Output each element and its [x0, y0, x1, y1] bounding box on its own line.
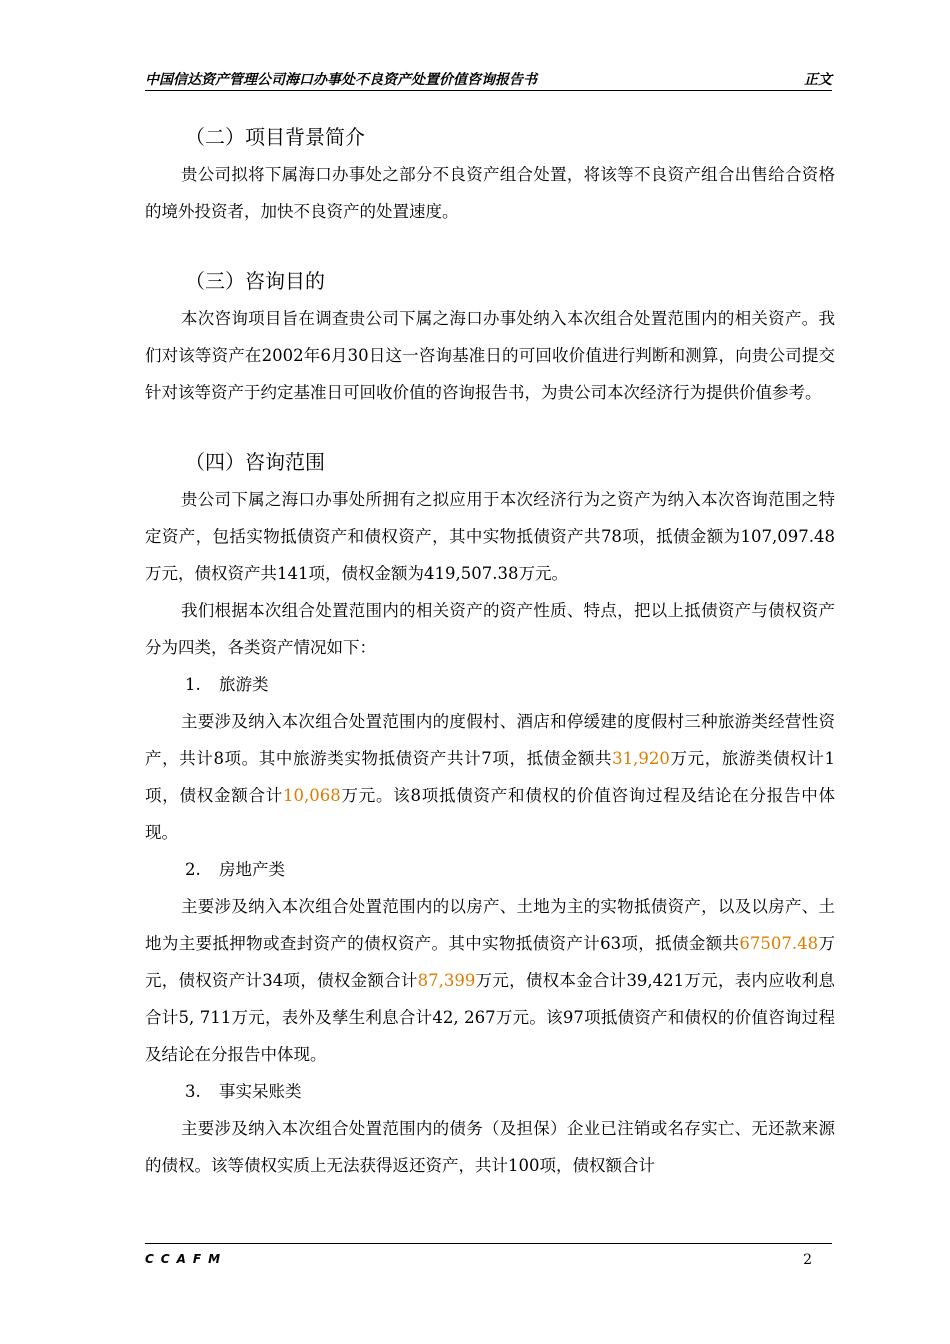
highlighted-value: 31,920	[612, 749, 670, 768]
document-body	[145, 118, 835, 1184]
paragraph: 我们根据本次组合处置范围内的相关资产的资产性质、特点，把以上抵债资产与债权资产分为四类，各类资产情况如下：	[145, 601, 835, 657]
paragraph: 主要涉及纳入本次组合处置范围内的度假村、酒店和停缓建的度假村三种旅游类经营性资产，共计8项。其中旅游类实物抵债资产共计7项，抵债金额共31,920万元，旅游类债权计1项，债权金额合计10,068万元。该8项抵债资产和债权的价值咨询过程及结论在分报告中体现。	[145, 712, 836, 842]
paragraph: 主要涉及纳入本次组合处置范围内的以房产、土地为主的实物抵债资产，以及以房产、土地为主要抵押物或查封资产的债权资产。其中实物抵债资产计63项，抵债金额共67507.48万元，债权资产计34项，债权金额合计87,399万元，债权本金合计39,421万元，表内应收利息合计5, 711万元，表外及孳生利息合计42, 267万元。该97项抵债资产和债权的价值咨询过程及结论在分报告中体现。	[145, 897, 836, 1064]
highlighted-value: 67507.48	[739, 934, 819, 953]
paragraph: 贵公司拟将下属海口办事处之部分不良资产组合处置，将该等不良资产组合出售给合资格的境外投资者，加快不良资产的处置速度。	[145, 165, 835, 221]
list-label: 旅游类	[219, 675, 269, 694]
list-number: 2.	[185, 860, 201, 879]
page-number: 2	[803, 1252, 812, 1268]
page-header	[145, 66, 832, 91]
highlighted-value: 87,399	[417, 971, 476, 990]
highlighted-value: 10,068	[283, 786, 341, 805]
list-number: 3.	[185, 1082, 201, 1101]
footer-org: CCAFM	[145, 1252, 228, 1266]
list-label: 房地产类	[219, 860, 285, 879]
list-label: 事实呆账类	[219, 1082, 302, 1101]
paragraph: 贵公司下属之海口办事处所拥有之拟应用于本次经济行为之资产为纳入本次咨询范围之特定资产，包括实物抵债资产和债权资产，其中实物抵债资产共78项，抵债金额为107,097.48万元，债权资产共141项，债权金额为419,507.38万元。	[145, 490, 835, 583]
section-heading-background: （二）项目背景简介	[185, 125, 365, 149]
header-title: 中国信达资产管理公司海口办事处不良资产处置价值咨询报告书	[145, 72, 537, 88]
section-heading-scope: （四）咨询范围	[185, 450, 325, 474]
header-section-label: 正文	[804, 72, 832, 88]
paragraph: 本次咨询项目旨在调查贵公司下属之海口办事处纳入本次组合处置范围内的相关资产。我们对该等资产在2002年6月30日这一咨询基准日的可回收价值进行判断和测算，向贵公司提交针对该等资产于约定基准日可回收价值的咨询报告书，为贵公司本次经济行为提供价值参考。	[145, 309, 835, 402]
list-item-bad-debt	[145, 1073, 835, 1110]
list-number: 1.	[185, 675, 201, 694]
section-heading-purpose: （三）咨询目的	[185, 269, 325, 293]
list-item-real-estate	[145, 851, 835, 888]
list-item-tourism	[145, 666, 835, 703]
page-footer	[145, 1243, 832, 1268]
paragraph: 主要涉及纳入本次组合处置范围内的债务（及担保）企业已注销或名存实亡、无还款来源的债权。该等债权实质上无法获得返还资产，共计100项，债权额合计	[145, 1119, 835, 1175]
